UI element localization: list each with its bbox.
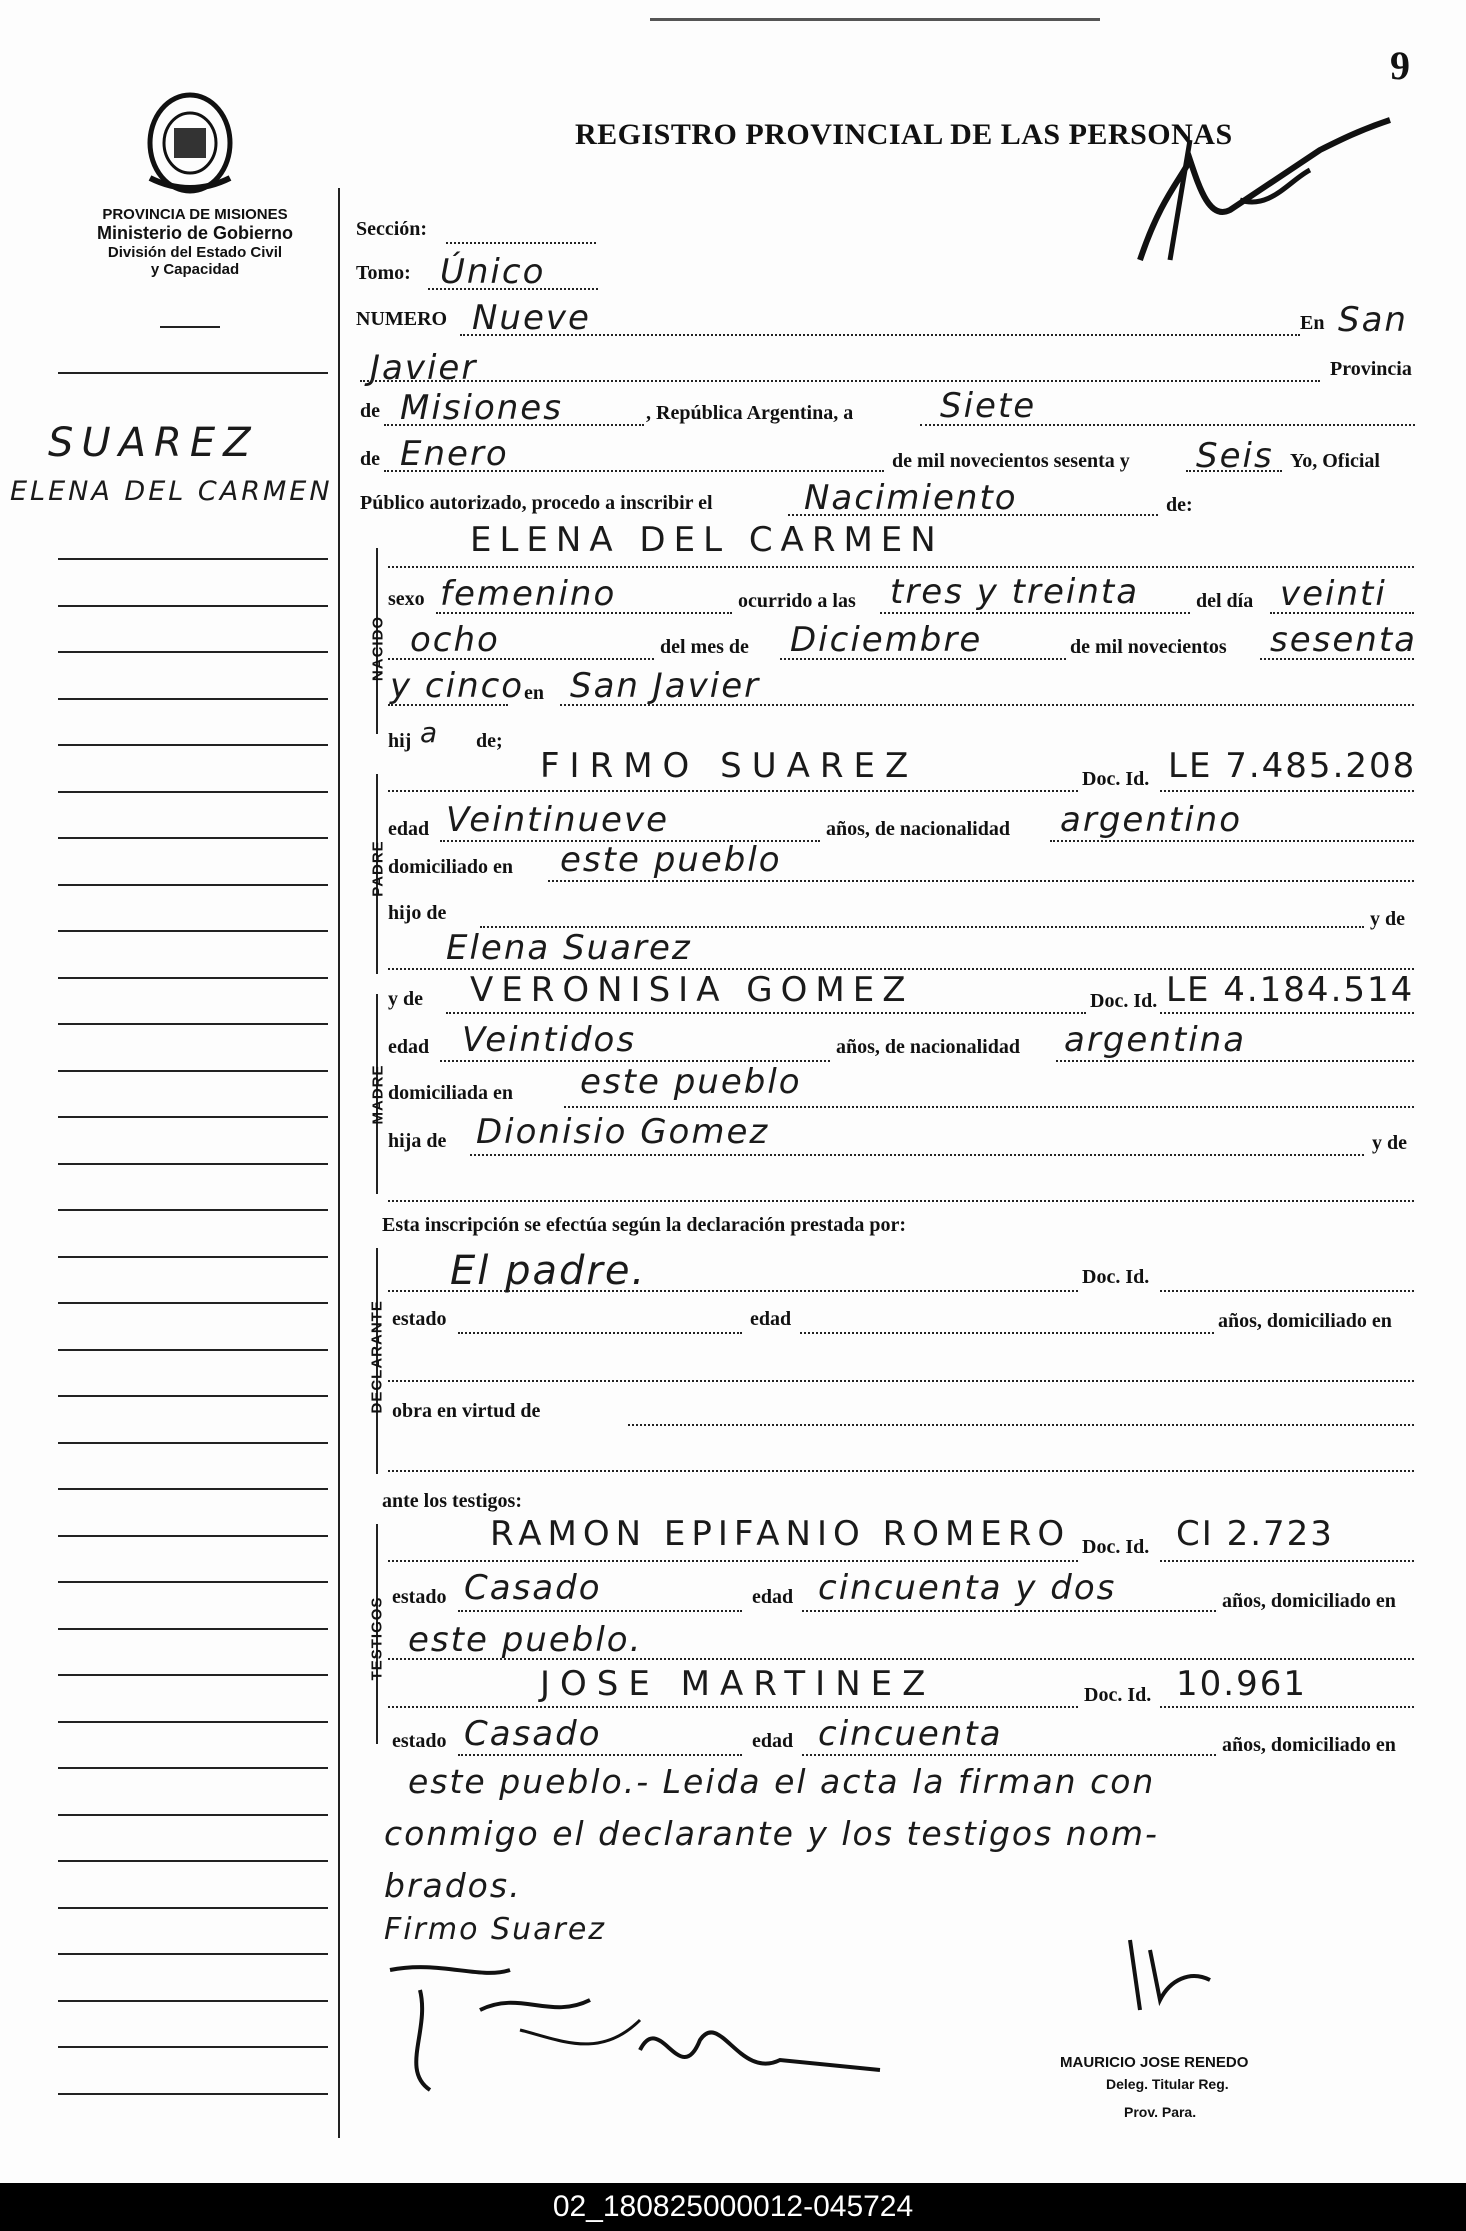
declarante-doc-line [1160, 1290, 1414, 1292]
label-padre-nac: años, de nacionalidad [826, 818, 1010, 840]
value-tomo: Único [440, 252, 546, 292]
ledger-line [58, 1349, 328, 1351]
label-testigo1-edad: edad [752, 1586, 794, 1608]
office-province: PROVINCIA DE MISIONES [102, 206, 288, 223]
value-padre-nac: argentino [1060, 800, 1242, 840]
seccion-line [446, 242, 596, 244]
dia2-line [388, 658, 654, 660]
label-madre-dom: domiciliada en [388, 1082, 514, 1104]
value-testigo1: RAMON EPIFANIO ROMERO [490, 1514, 1071, 1554]
registry-title: REGISTRO PROVINCIAL DE LAS PERSONAS [575, 118, 1233, 151]
label-madre-y-de: y de [1372, 1132, 1407, 1154]
dia-line [1270, 612, 1414, 614]
value-madre-padres: Dionisio Gomez [476, 1112, 770, 1152]
madre-nac-line [1056, 1060, 1414, 1062]
padre-dom-line [548, 880, 1414, 882]
label-publico: Público autorizado, procedo a inscribir el [360, 492, 713, 514]
padre-nac-line [1050, 840, 1414, 842]
ledger-line [58, 698, 328, 700]
value-mes-nac: Diciembre [790, 620, 983, 660]
side-label-testigos: TESTIGOS [368, 1596, 386, 1681]
ledger-line [58, 1395, 328, 1397]
nombre-line [388, 566, 1414, 568]
ledger-line [58, 837, 328, 839]
ledger-line [58, 1163, 328, 1165]
office-ministry: Ministerio de Gobierno [96, 223, 293, 243]
declarante-edad-line [800, 1332, 1214, 1334]
ledger-line [58, 1953, 328, 1955]
numero-line [460, 334, 1300, 336]
ledger-line [58, 1535, 328, 1537]
label-madre-doc: Doc. Id. [1090, 990, 1158, 1012]
value-lugar: Javier [370, 348, 478, 388]
value-dia: veinti [1280, 574, 1387, 614]
label-numero: NUMERO [356, 308, 448, 330]
label-de-colon: de: [1166, 494, 1193, 516]
officer-initials [1110, 1920, 1250, 2020]
ledger-line [58, 744, 328, 746]
label-de-1: de [360, 400, 380, 422]
value-anio: Seis [1196, 436, 1274, 476]
ledger-line [58, 1488, 328, 1490]
officer-role: Deleg. Titular Reg. [1106, 2076, 1229, 2092]
label-mil-novecientos: de mil novecientos [1070, 636, 1227, 658]
officer-name: MAURICIO JOSE RENEDO [1060, 2054, 1249, 2071]
value-lugar-nac: San Javier [570, 666, 761, 706]
declarante-dom-line [388, 1380, 1414, 1382]
ledger-line [58, 884, 328, 886]
madre-extra-line [388, 1200, 1414, 1202]
label-hij: hij [388, 730, 412, 752]
value-testigo2-doc: 10.961 [1176, 1664, 1307, 1704]
label-padre-edad: edad [388, 818, 430, 840]
ledger-line [58, 651, 328, 653]
obra-line [628, 1424, 1414, 1426]
ledger-line [58, 1814, 328, 1816]
value-anio-nac: sesenta [1270, 620, 1417, 660]
value-madre-dom: este pueblo [580, 1062, 802, 1102]
anio-line [1186, 470, 1282, 472]
ledger-line [58, 1674, 328, 1676]
testigo1-estado-line [458, 1610, 742, 1612]
side-label-madre: MADRE [369, 1064, 387, 1125]
testigo1-doc-line [1160, 1560, 1414, 1562]
madre-doc-line [1160, 1012, 1414, 1014]
ledger-line [58, 930, 328, 932]
value-en: San [1338, 300, 1408, 340]
side-label-declarante: DECLARANTE [368, 1300, 386, 1414]
ledger-line [58, 1767, 328, 1769]
mes-nac-line [780, 658, 1066, 660]
value-padre-padres: Elena Suarez [446, 928, 692, 968]
label-padre-y-de: y de [1370, 908, 1405, 930]
value-madre-doc: LE 4.184.514 [1166, 970, 1415, 1010]
closing-line-3: brados. [384, 1866, 522, 1905]
signature-firmo: Firmo Suarez [384, 1912, 607, 1947]
label-sexo: sexo [388, 588, 425, 610]
label-hija-de: hija de [388, 1130, 447, 1152]
fecha-line [920, 424, 1415, 426]
margin-surname: SUAREZ [48, 420, 259, 466]
label-testigo2-estado: estado [392, 1730, 447, 1752]
testigo2-doc-line [1160, 1706, 1414, 1708]
acto-line [788, 514, 1158, 516]
testigo1-dom-line [388, 1658, 1414, 1660]
value-numero: Nueve [472, 298, 591, 338]
ledger-line [58, 1628, 328, 1630]
value-anio-nac2: y cinco [390, 666, 525, 706]
value-acto: Nacimiento [804, 478, 1018, 518]
ledger-line [58, 2000, 328, 2002]
label-testigo2-edad: edad [752, 1730, 794, 1752]
value-testigo2: JOSE MARTINEZ [540, 1664, 936, 1704]
value-testigo1-edad: cincuenta y dos [818, 1568, 1117, 1608]
label-sesenta: de mil novecientos sesenta y [892, 450, 1130, 472]
scan-artifact [650, 18, 1100, 21]
label-padre-doc: Doc. Id. [1082, 768, 1150, 790]
side-label-padre: PADRE [369, 840, 387, 897]
side-label-nacido: NACIDO [369, 615, 387, 682]
declarante-line [388, 1290, 1078, 1292]
label-testigo2-dom: años, domiciliado en [1222, 1734, 1396, 1756]
ledger-line [58, 1302, 328, 1304]
label-padre-dom: domiciliado en [388, 856, 514, 878]
officer-place: Prov. Para. [1124, 2104, 1197, 2120]
obra-extra-line [388, 1470, 1414, 1472]
label-seccion: Sección: [356, 218, 428, 240]
value-padre: FIRMO SUAREZ [540, 746, 919, 786]
tomo-line [428, 288, 598, 290]
label-declarante-dom: años, domiciliado en [1218, 1310, 1392, 1332]
label-testigo1-dom: años, domiciliado en [1222, 1590, 1396, 1612]
value-declarante: El padre. [450, 1248, 647, 1294]
ledger-line [58, 1860, 328, 1862]
office-capacity: y Capacidad [150, 261, 240, 278]
label-republica: , República Argentina, a [646, 402, 854, 424]
value-padre-dom: este pueblo [560, 840, 782, 880]
mes-line [384, 470, 884, 472]
provincia-line [384, 424, 644, 426]
value-mes: Enero [400, 434, 509, 474]
ledger-line [58, 605, 328, 607]
value-padre-doc: LE 7.485.208 [1168, 746, 1417, 786]
label-madre-edad: edad [388, 1036, 430, 1058]
hora-line [880, 612, 1190, 614]
label-yo-oficial: Yo, Oficial [1290, 450, 1380, 472]
margin-names: ELENA DEL CARMEN [10, 476, 333, 507]
label-testigo1-doc: Doc. Id. [1082, 1536, 1150, 1558]
ledger-line [58, 1581, 328, 1583]
testigo2-estado-line [458, 1754, 742, 1756]
label-declarante-estado: estado [392, 1308, 447, 1330]
label-provincia: Provincia [1330, 358, 1412, 380]
anio-nac2-line [388, 704, 508, 706]
ledger-line [58, 2093, 328, 2095]
label-de-2: de [360, 448, 380, 470]
madre-line [446, 1012, 1086, 1014]
closing-line-2: conmigo el declarante y los testigos nom- [384, 1814, 1159, 1853]
label-del-mes: del mes de [660, 636, 749, 658]
label-en: En [1300, 312, 1325, 334]
office-underline [160, 326, 220, 328]
ledger-line [58, 977, 328, 979]
value-madre: VERONISIA GOMEZ [470, 970, 914, 1010]
value-hora: tres y treinta [890, 572, 1140, 612]
testigo2-line [388, 1706, 1078, 1708]
value-fecha-dia: Siete [940, 386, 1037, 426]
value-dia2: ocho [410, 620, 500, 660]
value-padre-edad: Veintinueve [446, 800, 670, 840]
ledger-line [58, 791, 328, 793]
footer-code: 02_180825000012-045724 [0, 2183, 1466, 2231]
registrar-signature [1120, 100, 1420, 280]
value-provincia: Misiones [400, 388, 563, 428]
witness-signatures [360, 1950, 960, 2110]
value-testigo2-edad: cincuenta [818, 1714, 1003, 1754]
label-hijo-de: hijo de [388, 902, 447, 924]
ledger-line [58, 2046, 328, 2048]
testigo1-line [388, 1560, 1078, 1562]
page-number: 9 [1390, 43, 1410, 88]
ledger-line [58, 1256, 328, 1258]
ledger-line [58, 1721, 328, 1723]
ledger-line [58, 1023, 328, 1025]
ledger-line [58, 1907, 328, 1909]
value-testigo2-estado: Casado [464, 1714, 602, 1754]
testigo1-edad-line [802, 1610, 1216, 1612]
label-testigo1-estado: estado [392, 1586, 447, 1608]
label-ocurrido: ocurrido a las [738, 590, 856, 612]
ledger-line [58, 1070, 328, 1072]
margin-border [338, 188, 340, 2138]
ledger-line [58, 1442, 328, 1444]
closing-line-1: este pueblo.- Leida el acta la firman con [408, 1762, 1156, 1801]
ledger-line [58, 372, 328, 374]
label-del-dia: del día [1196, 590, 1254, 612]
padre-line [388, 790, 1078, 792]
value-sexo: femenino [440, 574, 617, 614]
value-madre-edad: Veintidos [462, 1020, 637, 1060]
lugar-nac-line [560, 704, 1414, 706]
label-tomo: Tomo: [356, 262, 411, 284]
label-de-semi: de; [476, 730, 503, 752]
value-hij-letra: a [420, 716, 440, 749]
anio-nac-line [1260, 658, 1414, 660]
sexo-line [436, 612, 732, 614]
coat-of-arms-seal [130, 88, 250, 198]
label-madre-nac: años, de nacionalidad [836, 1036, 1020, 1058]
madre-padres-line [470, 1154, 1364, 1156]
label-obra: obra en virtud de [392, 1400, 541, 1422]
label-declaracion: Esta inscripción se efectúa según la declaración prestada por: [382, 1214, 907, 1236]
value-madre-nac: argentina [1064, 1020, 1247, 1060]
testigo2-edad-line [802, 1754, 1216, 1756]
office-division: División del Estado Civil [107, 244, 283, 261]
value-testigo1-dom: este pueblo. [408, 1620, 643, 1660]
value-testigo1-estado: Casado [464, 1568, 602, 1608]
ledger-line [58, 558, 328, 560]
label-testigos: ante los testigos: [382, 1490, 522, 1512]
label-declarante-doc: Doc. Id. [1082, 1266, 1150, 1288]
padre-doc-line [1160, 790, 1414, 792]
label-y-de-madre: y de [388, 988, 423, 1010]
label-en-lugar: en [524, 682, 544, 704]
declarante-estado-line [458, 1332, 742, 1334]
label-declarante-edad: edad [750, 1308, 792, 1330]
value-testigo1-doc: CI 2.723 [1176, 1514, 1334, 1554]
value-nombre: ELENA DEL CARMEN [470, 520, 944, 560]
madre-dom-line [564, 1106, 1414, 1108]
lugar-line [360, 380, 1320, 382]
label-testigo2-doc: Doc. Id. [1084, 1684, 1152, 1706]
ledger-line [58, 1116, 328, 1118]
ledger-line [58, 1209, 328, 1211]
